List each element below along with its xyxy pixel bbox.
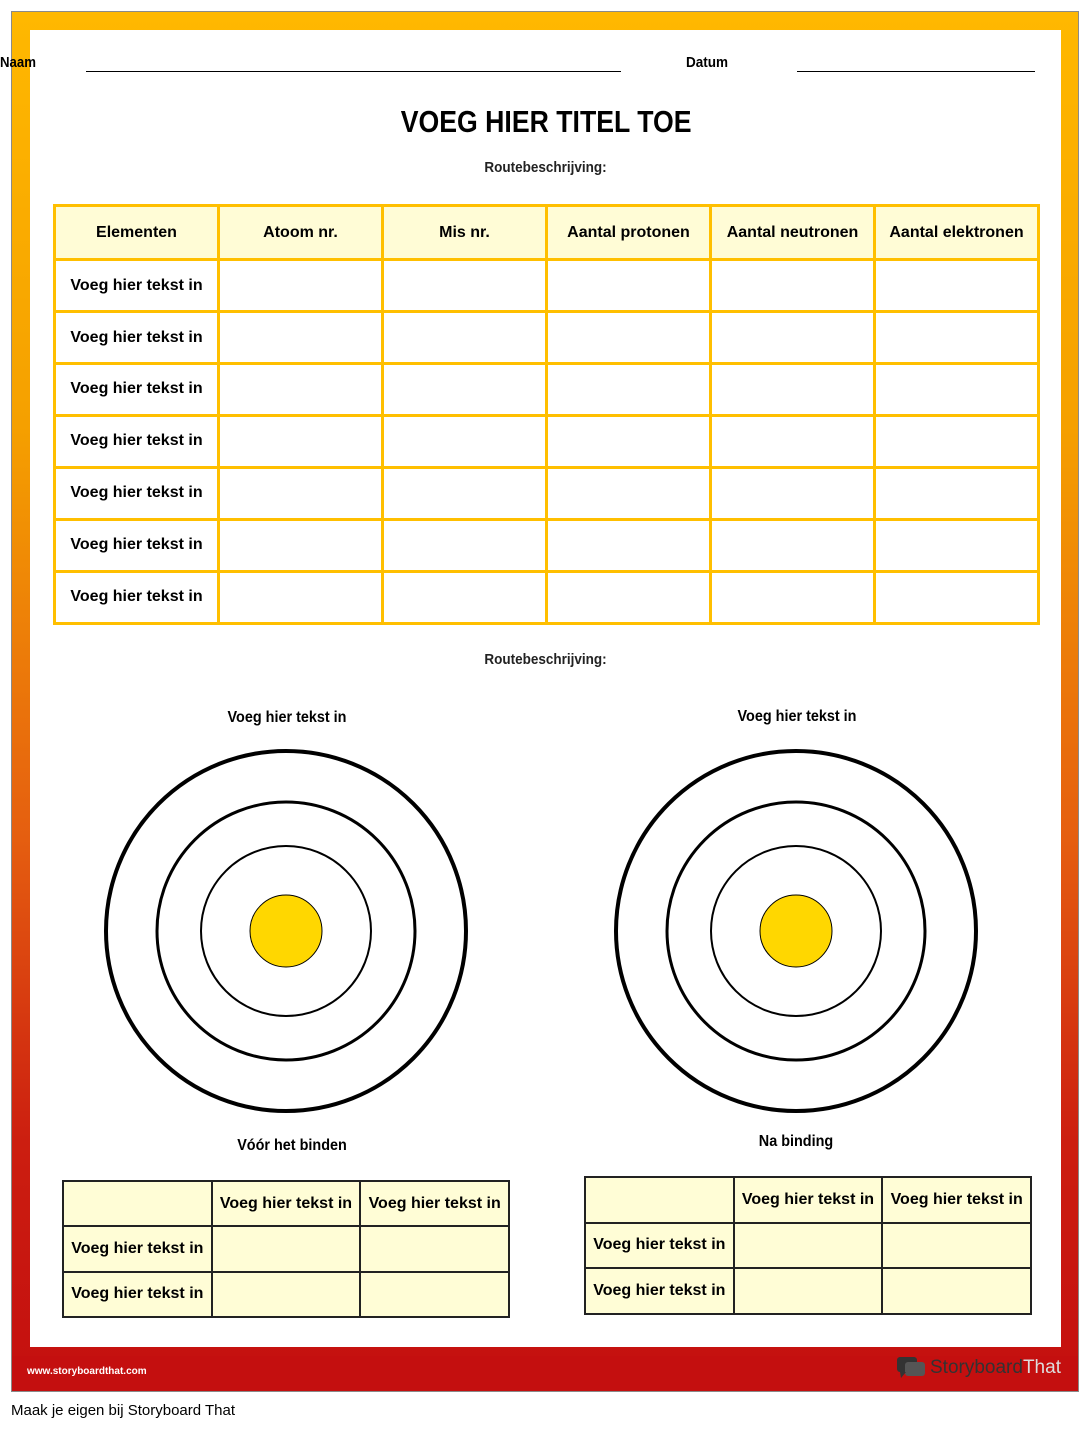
table-row bbox=[63, 1226, 509, 1271]
table-row bbox=[55, 260, 1039, 312]
atom-left-label[interactable]: Voeg hier tekst in bbox=[227, 709, 347, 726]
speech-bubble-icon bbox=[896, 1356, 926, 1380]
row-label-cell[interactable]: Voeg hier tekst in bbox=[55, 415, 219, 467]
table-cell[interactable] bbox=[219, 260, 383, 312]
table-cell[interactable] bbox=[875, 571, 1039, 623]
column-header-cell[interactable]: Voeg hier tekst in bbox=[360, 1181, 509, 1226]
table-cell[interactable] bbox=[734, 1268, 883, 1314]
table-row bbox=[585, 1268, 1031, 1314]
after-bonding-table bbox=[584, 1176, 1032, 1315]
logo-wordmark bbox=[930, 1357, 1061, 1379]
table-cell[interactable] bbox=[219, 519, 383, 571]
table-cell[interactable] bbox=[711, 467, 875, 519]
footer-caption[interactable]: Maak je eigen bij Storyboard That bbox=[11, 1402, 236, 1419]
header-cell[interactable]: Atoom nr. bbox=[219, 206, 383, 260]
table-cell[interactable] bbox=[585, 1177, 734, 1223]
header-cell[interactable]: Elementen bbox=[55, 206, 219, 260]
table-cell[interactable] bbox=[875, 364, 1039, 416]
name-line[interactable] bbox=[86, 71, 621, 72]
table-cell[interactable] bbox=[711, 415, 875, 467]
table-header-row bbox=[55, 206, 1039, 260]
table-cell[interactable] bbox=[383, 571, 547, 623]
header-cell[interactable]: Aantal neutronen bbox=[711, 206, 875, 260]
table-cell[interactable] bbox=[711, 364, 875, 416]
row-label-cell[interactable]: Voeg hier tekst in bbox=[55, 571, 219, 623]
logo-word-storyboard: Storyboard bbox=[930, 1357, 1023, 1378]
table-cell[interactable] bbox=[63, 1181, 212, 1226]
table-cell[interactable] bbox=[547, 415, 711, 467]
table-cell[interactable] bbox=[711, 312, 875, 364]
row-header-cell[interactable]: Voeg hier tekst in bbox=[585, 1223, 734, 1269]
table-cell[interactable] bbox=[882, 1268, 1031, 1314]
column-header-cell[interactable]: Voeg hier tekst in bbox=[212, 1181, 361, 1226]
table-row bbox=[55, 312, 1039, 364]
name-label: Naam bbox=[0, 54, 36, 71]
table-cell[interactable] bbox=[882, 1223, 1031, 1269]
after-bonding-title[interactable]: Na binding bbox=[758, 1133, 834, 1150]
table-cell[interactable] bbox=[212, 1226, 361, 1271]
atom-diagram-left bbox=[102, 747, 470, 1115]
table-row bbox=[55, 571, 1039, 623]
date-label: Datum bbox=[686, 54, 729, 71]
table-cell[interactable] bbox=[547, 260, 711, 312]
column-header-cell[interactable]: Voeg hier tekst in bbox=[734, 1177, 883, 1223]
before-bonding-table bbox=[62, 1180, 510, 1318]
column-header-cell[interactable]: Voeg hier tekst in bbox=[882, 1177, 1031, 1223]
elements-table bbox=[53, 204, 1040, 625]
row-header-cell[interactable]: Voeg hier tekst in bbox=[63, 1226, 212, 1271]
table-row bbox=[585, 1223, 1031, 1269]
table-cell[interactable] bbox=[219, 364, 383, 416]
nucleus bbox=[760, 895, 832, 967]
table-cell[interactable] bbox=[711, 260, 875, 312]
table-row bbox=[55, 519, 1039, 571]
table-cell[interactable] bbox=[547, 364, 711, 416]
table-row bbox=[55, 467, 1039, 519]
header-cell[interactable]: Mis nr. bbox=[383, 206, 547, 260]
atom-right-label[interactable]: Voeg hier tekst in bbox=[737, 708, 857, 725]
table-cell[interactable] bbox=[547, 571, 711, 623]
table-cell[interactable] bbox=[383, 364, 547, 416]
table-cell[interactable] bbox=[383, 415, 547, 467]
table-row bbox=[63, 1181, 509, 1226]
table-cell[interactable] bbox=[547, 312, 711, 364]
table-row bbox=[55, 415, 1039, 467]
table-cell[interactable] bbox=[383, 519, 547, 571]
header-cell[interactable]: Aantal protonen bbox=[547, 206, 711, 260]
atom-diagram-right bbox=[612, 747, 980, 1115]
table-cell[interactable] bbox=[711, 571, 875, 623]
before-bonding-title[interactable]: Vóór het binden bbox=[237, 1137, 347, 1154]
row-label-cell[interactable]: Voeg hier tekst in bbox=[55, 364, 219, 416]
footer-url[interactable]: www.storyboardthat.com bbox=[27, 1366, 147, 1377]
table-cell[interactable] bbox=[547, 519, 711, 571]
table-row bbox=[55, 364, 1039, 416]
table-cell[interactable] bbox=[711, 519, 875, 571]
table-cell[interactable] bbox=[360, 1226, 509, 1271]
worksheet-title[interactable]: VOEG HIER TITEL TOE bbox=[400, 104, 692, 139]
date-line[interactable] bbox=[797, 71, 1035, 72]
table-cell[interactable] bbox=[875, 519, 1039, 571]
table-row bbox=[63, 1272, 509, 1317]
table-cell[interactable] bbox=[875, 415, 1039, 467]
directions-top[interactable]: Routebeschrijving: bbox=[484, 159, 607, 176]
row-label-cell[interactable]: Voeg hier tekst in bbox=[55, 467, 219, 519]
table-cell[interactable] bbox=[219, 312, 383, 364]
table-cell[interactable] bbox=[219, 415, 383, 467]
table-cell[interactable] bbox=[875, 467, 1039, 519]
row-header-cell[interactable]: Voeg hier tekst in bbox=[585, 1268, 734, 1314]
row-header-cell[interactable]: Voeg hier tekst in bbox=[63, 1272, 212, 1317]
table-cell[interactable] bbox=[383, 312, 547, 364]
row-label-cell[interactable]: Voeg hier tekst in bbox=[55, 260, 219, 312]
table-cell[interactable] bbox=[212, 1272, 361, 1317]
nucleus bbox=[250, 895, 322, 967]
logo-word-that: That bbox=[1022, 1357, 1061, 1378]
table-row bbox=[585, 1177, 1031, 1223]
table-cell[interactable] bbox=[383, 260, 547, 312]
table-cell[interactable] bbox=[875, 260, 1039, 312]
table-cell[interactable] bbox=[734, 1223, 883, 1269]
table-cell[interactable] bbox=[219, 467, 383, 519]
table-cell[interactable] bbox=[219, 571, 383, 623]
directions-mid[interactable]: Routebeschrijving: bbox=[484, 651, 607, 668]
table-cell[interactable] bbox=[875, 312, 1039, 364]
table-cell[interactable] bbox=[383, 467, 547, 519]
storyboardthat-logo[interactable] bbox=[896, 1355, 1061, 1381]
table-cell[interactable] bbox=[547, 467, 711, 519]
header-cell[interactable]: Aantal elektronen bbox=[875, 206, 1039, 260]
row-label-cell[interactable]: Voeg hier tekst in bbox=[55, 312, 219, 364]
row-label-cell[interactable]: Voeg hier tekst in bbox=[55, 519, 219, 571]
table-cell[interactable] bbox=[360, 1272, 509, 1317]
